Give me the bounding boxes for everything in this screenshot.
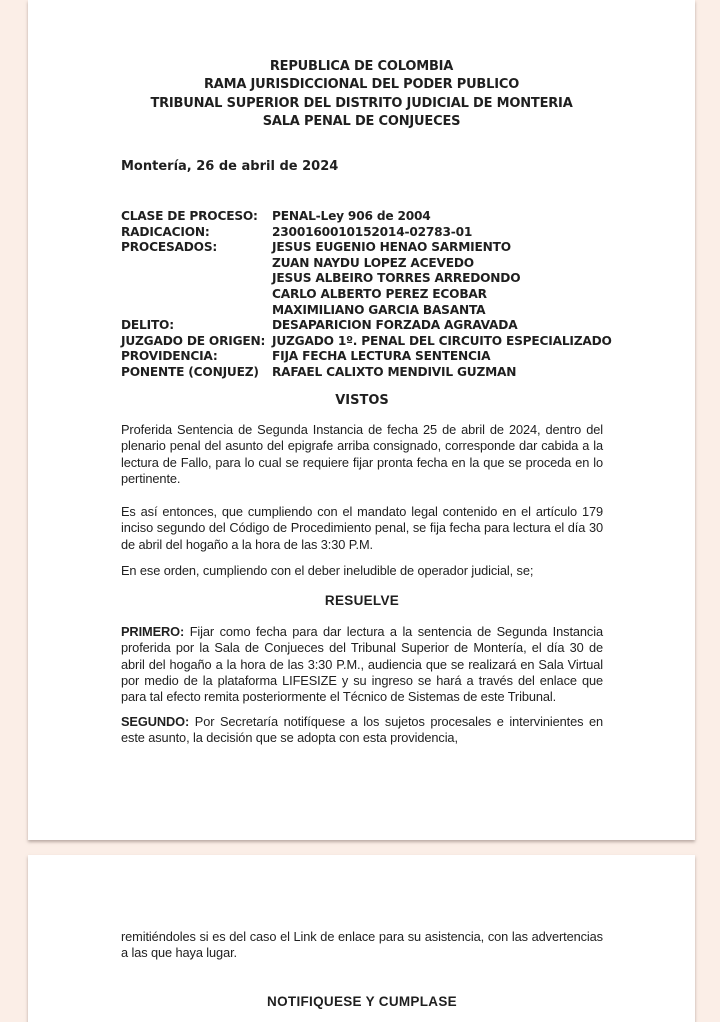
segundo-label: SEGUNDO:: [121, 714, 190, 729]
case-field-row: [121, 334, 681, 350]
case-field-label: [121, 271, 272, 287]
case-field-value: JUZGADO 1º. PENAL DEL CIRCUITO ESPECIALIZADO: [272, 333, 612, 348]
case-field-row: [121, 240, 681, 256]
case-field-value: ZUAN NAYDU LOPEZ ACEVEDO: [272, 255, 474, 270]
vistos-paragraph-1: Proferida Sentencia de Segunda Instancia de fecha 25 de abril de 2024, dentro del plenario penal del asunto del epigrafe arriba consignado, corresponde dar cabida a la lectura de Fallo, para lo cual se requiere fijar pronta fecha en la que se proceda en lo pertinente.: [121, 422, 603, 486]
header-line-sala: SALA PENAL DE CONJUECES: [262, 113, 461, 129]
case-field-row: [121, 303, 681, 319]
page2-continuation-paragraph: remitiéndoles si es del caso el Link de enlace para su asistencia, con las advertencias a las que haya lugar.: [121, 929, 603, 961]
case-field-value: RAFAEL CALIXTO MENDIVIL GUZMAN: [272, 364, 517, 379]
case-field-row: [121, 209, 681, 225]
resuelve-primero-paragraph: [121, 624, 603, 705]
case-field-value: CARLO ALBERTO PEREZ ECOBAR: [272, 286, 487, 301]
document-header: [48, 58, 675, 131]
vistos-paragraph-2: Es así entonces, que cumpliendo con el mandato legal contenido en el artículo 179 inciso segundo del Código de Procedimiento penal, se fija fecha para lectura el día 30 de abril del hogaño a la hora de las 3:30 P.M.: [121, 504, 603, 552]
case-field-row: [121, 271, 681, 287]
case-field-label: JUZGADO DE ORIGEN:: [121, 333, 266, 348]
vistos-heading: VISTOS: [335, 393, 389, 408]
case-field-label: PROVIDENCIA:: [121, 349, 218, 364]
closing-heading: NOTIFIQUESE Y CUMPLASE: [267, 994, 457, 1009]
case-field-label: PROCESADOS:: [121, 240, 218, 255]
case-field-row: [121, 318, 681, 334]
case-info-block: [121, 209, 681, 381]
case-field-value: MAXIMILIANO GARCIA BASANTA: [272, 302, 486, 317]
case-field-row: [121, 287, 681, 303]
header-line-tribunal: TRIBUNAL SUPERIOR DEL DISTRITO JUDICIAL DE MONTERIA: [150, 95, 573, 111]
resuelve-heading: RESUELVE: [324, 593, 400, 608]
case-field-value: JESUS EUGENIO HENAO SARMIENTO: [272, 240, 511, 255]
case-field-label: DELITO:: [121, 318, 174, 333]
case-field-value: DESAPARICION FORZADA AGRAVADA: [272, 318, 518, 333]
case-field-label: PONENTE (CONJUEZ): [121, 364, 259, 379]
case-field-label: [121, 287, 272, 303]
segundo-text: Por Secretaría notifíquese a los sujetos procesales e intervinientes en este asunto, la decisión que se adopta con esta providencia,: [121, 714, 603, 746]
case-field-label: RADICACION:: [121, 224, 210, 239]
case-field-row: [121, 349, 681, 365]
case-field-value: JESUS ALBEIRO TORRES ARREDONDO: [272, 271, 521, 286]
case-field-value: PENAL-Ley 906 de 2004: [272, 209, 431, 223]
primero-label: PRIMERO:: [121, 624, 185, 639]
vistos-paragraph-3: En ese orden, cumpliendo con el deber ineludible de operador judicial, se;: [121, 563, 534, 578]
case-field-row: [121, 365, 681, 381]
case-field-label: CLASE DE PROCESO:: [121, 209, 258, 223]
header-line-republic: REPUBLICA DE COLOMBIA: [269, 59, 454, 74]
case-field-label: [121, 303, 272, 319]
resuelve-segundo-paragraph: [121, 714, 603, 747]
case-field-row: [121, 256, 681, 272]
case-field-value: 2300160010152014-02783-01: [272, 224, 473, 239]
case-field-value: FIJA FECHA LECTURA SENTENCIA: [272, 349, 491, 364]
date-line: Montería, 26 de abril de 2024: [121, 159, 339, 174]
primero-text: Fijar como fecha para dar lectura a la sentencia de Segunda Instancia proferida por la Sala de Conjueces del Tribunal Superior de Montería, el día 30 de abril del hogaño a la hora de las 3:30 P.M., audiencia que se realizará en Sala Virtual por medio de la plataforma LIFESIZE y su ingreso se hará a través del enlace que para tal efecto remita posteriormente el Técnico de Sistemas de este Tribunal.: [121, 624, 603, 705]
case-field-label: [121, 256, 272, 272]
case-field-row: [121, 225, 681, 241]
header-line-rama: RAMA JURISDICCIONAL DEL PODER PUBLICO: [203, 77, 520, 93]
